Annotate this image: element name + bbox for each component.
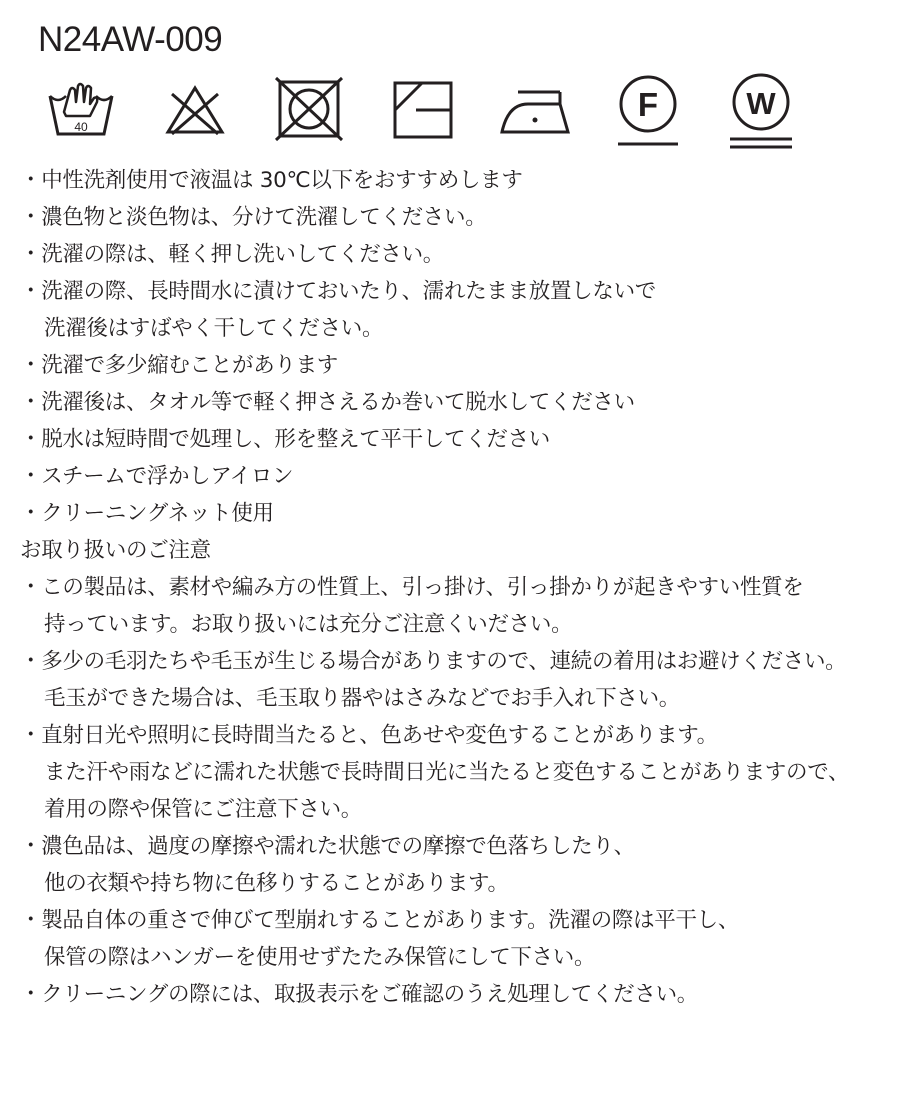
instruction-line-continuation: 着用の際や保管にご注意下さい。	[44, 797, 363, 822]
instruction-line: ・洗濯の際、長時間水に漬けておいたり、濡れたまま放置しないで	[20, 279, 657, 304]
instruction-line: ・濃色物と淡色物は、分けて洗濯してください。	[20, 205, 487, 230]
professional-dry-clean-f-icon	[616, 74, 680, 148]
instruction-line: ・洗濯の際は、軽く押し洗いしてください。	[20, 242, 445, 267]
instruction-line: ・クリーニングの際には、取扱表示をご確認のうえ処理してください。	[20, 982, 698, 1007]
instruction-line: ・洗濯で多少縮むことがあります	[20, 353, 339, 378]
instruction-line: ・脱水は短時間で処理し、形を整えて平干してください	[20, 427, 551, 452]
instruction-line-continuation: 洗濯後はすばやく干してください。	[44, 316, 384, 341]
instruction-line: ・直射日光や照明に長時間当たると、色あせや変色することがあります。	[20, 723, 718, 748]
instruction-line: ・多少の毛羽たちや毛玉が生じる場合がありますので、連続の着用はお避けください。	[20, 649, 847, 674]
instruction-line-continuation: 持っています。お取り扱いには充分ご注意くいださい。	[44, 612, 573, 637]
dry-flat-in-shade-icon	[392, 80, 454, 140]
care-instructions	[20, 162, 920, 1013]
instruction-line-continuation: 保管の際はハンガーを使用せずたたみ保管にして下さい。	[44, 945, 596, 970]
instruction-line: ・製品自体の重さで伸びて型崩れすることがあります。洗濯の際は平干し、	[20, 908, 740, 933]
instruction-line-continuation: 他の衣類や持ち物に色移りすることがあります。	[44, 871, 509, 896]
instruction-line: ・この製品は、素材や編み方の性質上、引っ掛け、引っ掛かりが起きやすい性質を	[20, 575, 804, 600]
hand-wash-temp-label: 40	[74, 120, 88, 134]
instruction-line: お取り扱いのご注意	[20, 538, 211, 563]
instruction-line-continuation: また汗や雨などに濡れた状態で長時間日光に当たると変色することがありますので、	[44, 760, 850, 785]
wet-clean-w-letter: W	[746, 86, 776, 121]
instruction-line: ・クリーニングネット使用	[20, 501, 274, 526]
professional-wet-clean-w-icon	[728, 72, 794, 152]
product-code: N24AW-009	[38, 20, 223, 59]
hand-wash-40-icon	[48, 82, 114, 138]
instruction-line: ・洗濯後は、タオル等で軽く押さえるか巻いて脱水してください	[20, 390, 635, 415]
instruction-line: ・スチームで浮かしアイロン	[20, 464, 294, 489]
instruction-line: ・中性洗剤使用で液温は 30℃以下をおすすめします	[20, 168, 523, 193]
no-bleach-icon	[164, 84, 226, 136]
dry-clean-f-letter: F	[637, 86, 659, 123]
iron-low-icon	[498, 88, 572, 136]
instruction-line: ・濃色品は、過度の摩擦や濡れた状態での摩擦で色落ちしたり、	[20, 834, 635, 859]
instruction-line-continuation: 毛玉ができた場合は、毛玉取り器やはさみなどでお手入れ下さい。	[44, 686, 681, 711]
care-symbols-row	[0, 70, 920, 156]
no-tumble-dry-icon	[274, 76, 344, 142]
